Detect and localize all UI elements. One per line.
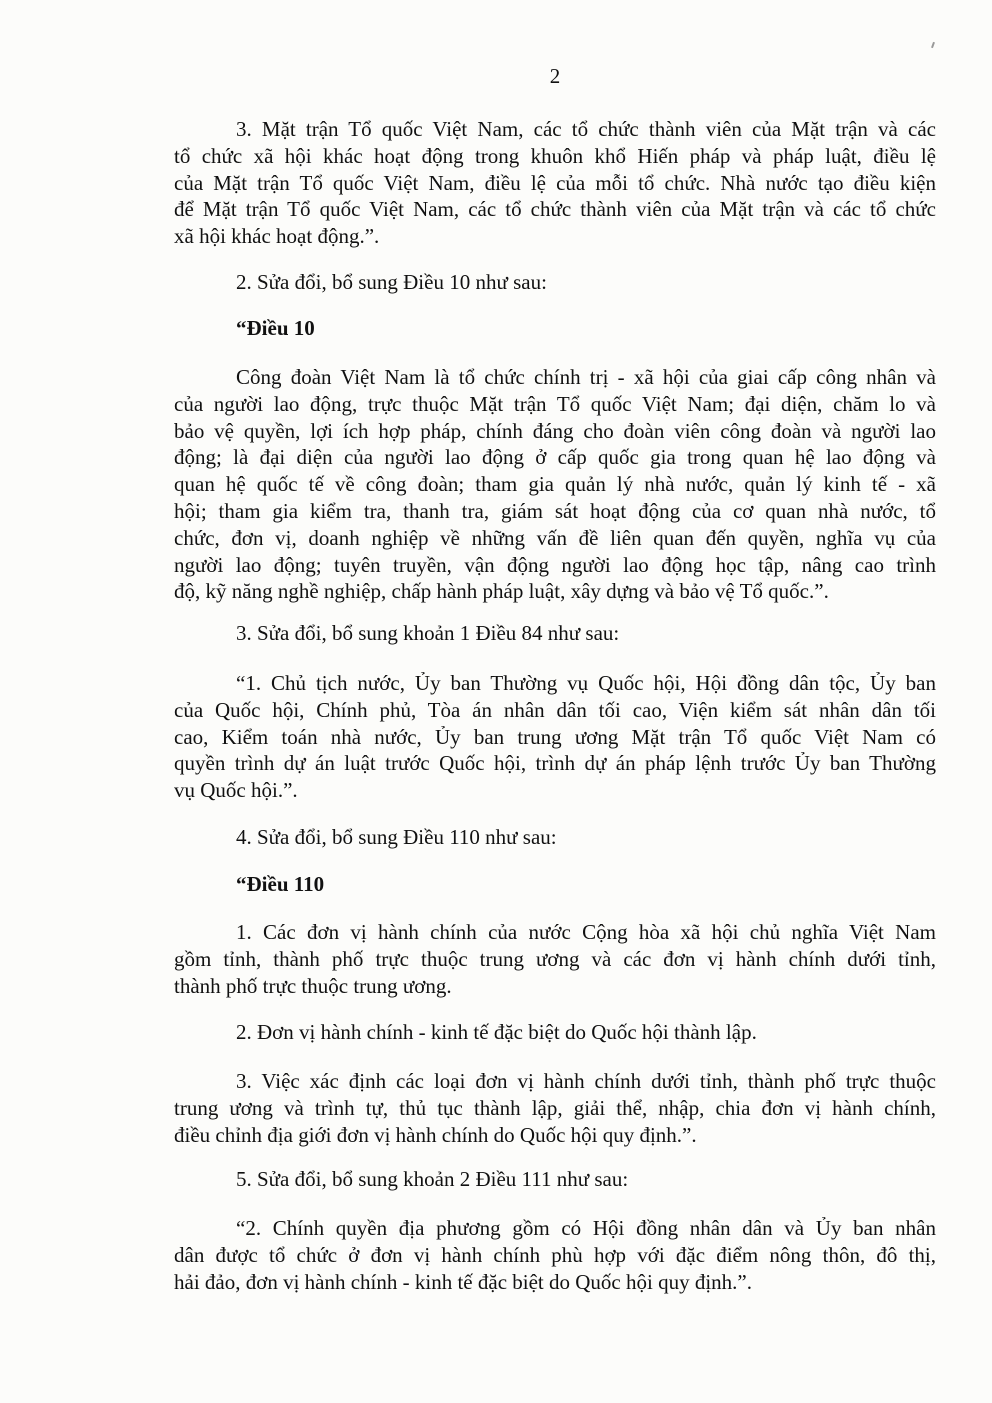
text-line: hải đảo, đơn vị hành chính - kinh tế đặc biệt do Quốc hội quy định.”. <box>174 1269 752 1294</box>
article-110-heading: “Điều 110 <box>236 872 325 896</box>
text-line: để Mặt trận Tổ quốc Việt Nam, các tổ chức thành viên của Mặt trận và các tổ chức <box>174 197 936 222</box>
amendment-2-intro: 2. Sửa đổi, bổ sung Điều 10 như sau: <box>236 270 547 294</box>
amendment-4-intro: 4. Sửa đổi, bổ sung Điều 110 như sau: <box>236 825 557 849</box>
text-line: gồm tỉnh, thành phố trực thuộc trung ương và các đơn vị hành chính dưới tỉnh, <box>174 946 936 971</box>
article-110-clause-1 <box>174 919 936 999</box>
text-line: Công đoàn Việt Nam là tổ chức chính trị - xã hội của giai cấp công nhân và <box>236 365 936 389</box>
article-10-heading: “Điều 10 <box>236 316 315 340</box>
text-line: xã hội khác hoạt động.”. <box>174 224 380 249</box>
text-line: 3. Mặt trận Tổ quốc Việt Nam, các tổ chức thành viên của Mặt trận và các <box>236 117 936 141</box>
scan-speck <box>931 42 935 48</box>
text-line: “1. Chủ tịch nước, Ủy ban Thường vụ Quốc hội, Hội đồng dân tộc, Ủy ban <box>236 671 936 695</box>
text-line: độ, kỹ năng nghề nghiệp, chấp hành pháp luật, xây dựng và bảo vệ Tổ quốc.”. <box>174 579 829 604</box>
text-line: động; là đại diện của người lao động ở cấp quốc gia trong quan hệ lao động và <box>174 445 936 470</box>
text-line: bảo vệ quyền, lợi ích hợp pháp, chính đáng cho đoàn viên công đoàn và người lao <box>174 418 936 443</box>
page-number: 2 <box>549 64 561 88</box>
text-line: điều chỉnh địa giới đơn vị hành chính do Quốc hội quy định.”. <box>174 1122 697 1147</box>
text-line: dân được tổ chức ở đơn vị hành chính phù hợp với đặc điểm nông thôn, đô thị, <box>174 1242 936 1267</box>
text-line: quan hệ quốc tế về công đoàn; tham gia quản lý nhà nước, quản lý kinh tế - xã <box>174 472 936 497</box>
text-line: quyền trình dự án luật trước Quốc hội, trình dự án pháp lệnh trước Ủy ban Thường <box>174 751 936 776</box>
text-line: chức, đơn vị, doanh nghiệp về những vấn đề liên quan đến quyền, nghĩa vụ của <box>174 525 936 550</box>
article-110-clause-3 <box>174 1068 936 1148</box>
text-line: trung ương và trình tự, thủ tục thành lập, giải thể, nhập, chia đơn vị hành chính, <box>174 1095 936 1120</box>
text-line: của Mặt trận Tổ quốc Việt Nam, điều lệ của mỗi tổ chức. Nhà nước tạo điều kiện <box>174 170 936 195</box>
text-line: tổ chức xã hội khác hoạt động trong khuôn khổ Hiến pháp và pháp luật, điều lệ <box>174 143 936 168</box>
text-line: của Quốc hội, Chính phủ, Tòa án nhân dân tối cao, Viện kiểm sát nhân dân tối <box>174 697 936 722</box>
text-line: 3. Việc xác định các loại đơn vị hành chính dưới tỉnh, thành phố trực thuộc <box>236 1069 936 1093</box>
text-line: cao, Kiểm toán nhà nước, Ủy ban trung ương Mặt trận Tổ quốc Việt Nam có <box>174 724 936 749</box>
paragraph-cong-doan <box>174 364 936 605</box>
paragraph-article-84 <box>174 670 936 804</box>
amendment-5-intro: 5. Sửa đổi, bổ sung khoản 2 Điều 111 như sau: <box>236 1167 629 1191</box>
text-line: thành phố trực thuộc trung ương. <box>174 973 452 998</box>
text-line: hội; tham gia kiểm tra, thanh tra, giám sát hoạt động của cơ quan nhà nước, tổ <box>174 498 936 523</box>
text-line: của người lao động, trực thuộc Mặt trận Tổ quốc Việt Nam; đại diện, chăm lo và <box>174 391 936 416</box>
paragraph-article-111 <box>174 1215 936 1295</box>
text-line: “2. Chính quyền địa phương gồm có Hội đồng nhân dân và Ủy ban nhân <box>236 1216 936 1240</box>
amendment-3-intro: 3. Sửa đổi, bổ sung khoản 1 Điều 84 như sau: <box>236 621 620 645</box>
article-110-clause-2: 2. Đơn vị hành chính - kinh tế đặc biệt do Quốc hội thành lập. <box>236 1020 757 1044</box>
paragraph-mat-tran <box>174 116 936 250</box>
text-line: 1. Các đơn vị hành chính của nước Cộng hòa xã hội chủ nghĩa Việt Nam <box>236 920 936 944</box>
text-line: vụ Quốc hội.”. <box>174 778 298 803</box>
text-line: người lao động; tuyên truyền, vận động người lao động học tập, nâng cao trình <box>174 552 936 577</box>
